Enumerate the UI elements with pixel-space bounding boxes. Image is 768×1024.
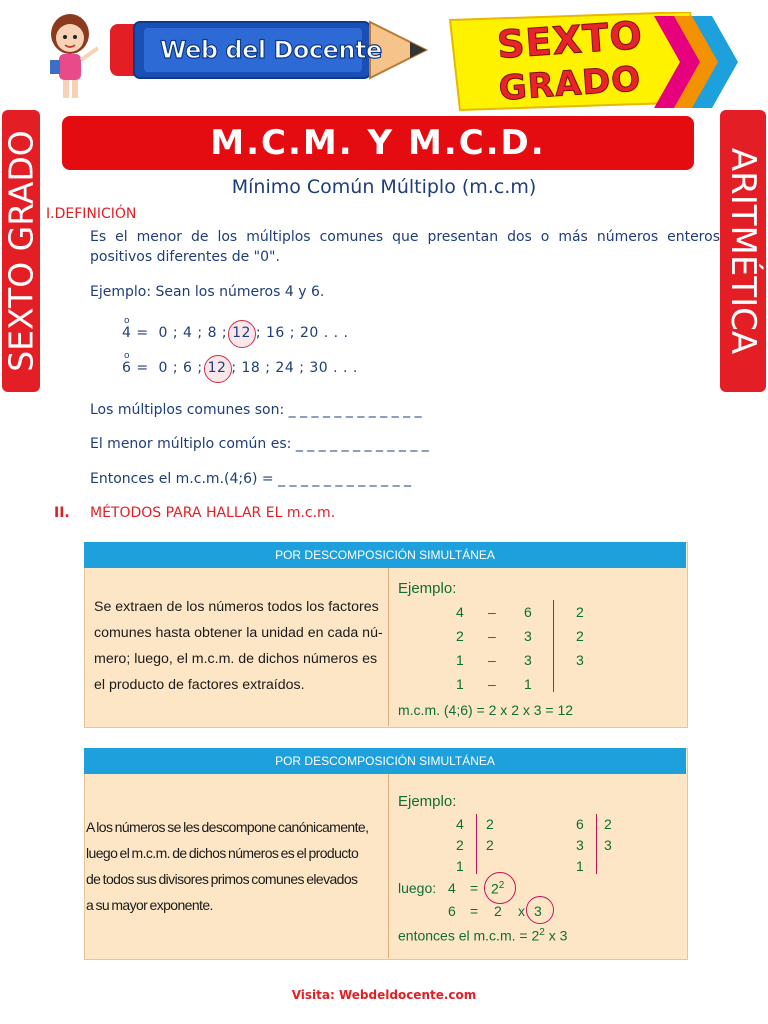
- method2-cell: 1: [456, 858, 464, 874]
- multiples-of-6-base: 6: [122, 360, 132, 376]
- multiples-of-4-eq: =: [136, 325, 149, 341]
- definition-text: Es el menor de los múltiplos comunes que presentan dos o más números enteros positivos diferentes de "0".: [90, 229, 720, 265]
- method2-cell: 2: [456, 837, 464, 853]
- method1-cell: 3: [524, 652, 532, 668]
- grade-banner-line2: GRADO: [497, 59, 643, 109]
- method2-text-line: luego el m.c.m. de dichos números es el producto: [86, 845, 359, 861]
- method2-luego-row: [398, 880, 558, 900]
- section-methods-heading: MÉTODOS PARA HALLAR EL m.c.m.: [90, 505, 336, 521]
- method1-cell: 1: [456, 652, 464, 668]
- method1-row: [456, 676, 596, 696]
- least-multiple-line: El menor múltiplo común es: _ _ _ _ _ _ _ _ _ _ _ _: [90, 436, 429, 452]
- method2-cell: 1: [576, 858, 584, 874]
- method2-text-line: A los números se les descompone canónicamente,: [86, 819, 369, 835]
- method2-header: POR DESCOMPOSICIÓN SIMULTÁNEA: [84, 748, 686, 774]
- method2-row6-a: 2: [494, 903, 502, 919]
- method2-result-base: 2: [531, 927, 540, 944]
- method2-cell: 2: [604, 816, 612, 832]
- logo-text: Web del Docente: [160, 36, 382, 64]
- page-title: M.C.M. Y M.C.D.: [62, 116, 694, 170]
- method1-cell: 4: [456, 604, 464, 620]
- method2-example-label: Ejemplo:: [398, 793, 457, 810]
- footer-visit-link[interactable]: Visita: Webdeldocente.com: [291, 988, 477, 1002]
- mcm-result-line: Entonces el m.c.m.(4;6) = _ _ _ _ _ _ _ _ _ _ _ _: [90, 471, 412, 487]
- method1-cell: –: [488, 628, 496, 644]
- method2-row6-x: x: [518, 903, 525, 919]
- method1-cell: 1: [524, 676, 532, 692]
- side-label-subject: [720, 110, 766, 392]
- method1-divider: [388, 568, 389, 726]
- method2-cell: 4: [456, 816, 464, 832]
- method1-text-line: comunes hasta obtener la unidad en cada nú-: [94, 625, 383, 641]
- method1-cell: 1: [456, 676, 464, 692]
- method2-row4-eq: =: [470, 880, 479, 896]
- method2-left-factor-line: [476, 814, 477, 874]
- method1-header: POR DESCOMPOSICIÓN SIMULTÁNEA: [84, 542, 686, 568]
- method2-left-row: [456, 837, 494, 853]
- method1-cell: –: [488, 604, 496, 620]
- section-definition-heading: I.DEFINICIÓN: [46, 206, 137, 222]
- method2-result-suffix: x 3: [544, 927, 568, 944]
- method2-left-row: [456, 816, 494, 832]
- multiples-of-6-eq: =: [136, 360, 149, 376]
- method2-row6-b: 3: [534, 903, 542, 919]
- page-subtitle: Mínimo Común Múltiplo (m.c.m): [231, 176, 537, 198]
- method1-row: [456, 604, 596, 624]
- method2-row4-base: 2: [491, 880, 499, 897]
- method1-cell: 2: [576, 604, 584, 620]
- example-text: Ejemplo: Sean los números 4 y 6.: [90, 284, 325, 300]
- method2-cell: 2: [486, 837, 494, 853]
- method2-row6-eq: =: [470, 903, 479, 919]
- method2-result-exp: 2: [539, 927, 545, 938]
- method2-row4-exp: 2: [498, 880, 505, 891]
- method1-cell: –: [488, 652, 496, 668]
- side-label-grade: [2, 110, 40, 392]
- method2-right-row: [576, 837, 612, 853]
- method1-cell: 3: [524, 628, 532, 644]
- multiples-of-4-base: 4: [122, 325, 132, 341]
- method1-row: [456, 652, 596, 672]
- method2-right-factor-line: [596, 814, 597, 874]
- method2-row4-n: 4: [448, 880, 456, 896]
- method2-luego-label: luego:: [398, 880, 437, 896]
- method2-row6-n: 6: [448, 903, 456, 919]
- method1-text-line: el producto de factores extraídos.: [94, 677, 305, 693]
- method2-cell: 3: [576, 837, 584, 853]
- method2-result-prefix: entonces el m.c.m. =: [398, 927, 532, 944]
- method2-right-row: [576, 816, 612, 832]
- method2-row6: [448, 903, 568, 923]
- method1-text-line: mero; luego, el m.c.m. de dichos números es: [94, 651, 378, 667]
- section-methods-number: II.: [54, 505, 70, 521]
- side-label-grade-text: SEXTO GRADO: [1, 130, 41, 372]
- method1-text: [94, 594, 383, 698]
- method2-cell: 6: [576, 816, 584, 832]
- method2-result: [398, 927, 567, 944]
- method2-cell: 2: [486, 816, 494, 832]
- method1-cell: 2: [456, 628, 464, 644]
- method2-text-line: a su mayor exponente.: [86, 897, 213, 913]
- multiples-of-6-values: 0 ; 6 ; 12 ; 18 ; 24 ; 30 . . .: [158, 360, 358, 376]
- common-multiples-line: Los múltiplos comunes son: _ _ _ _ _ _ _ _ _ _ _ _: [90, 402, 422, 418]
- teacher-mascot-icon: [40, 8, 106, 104]
- method2-text: [86, 814, 368, 918]
- multiples-of-4: o 4 = 0 ; 4 ; 8 ; 12 ; 16 ; 20 . . .: [122, 316, 349, 341]
- method2-text-line: de todos sus divisores primos comunes elevados: [86, 871, 358, 887]
- multiples-of-6: o 6 = 0 ; 6 ; 12 ; 18 ; 24 ; 30 . . .: [122, 351, 358, 376]
- method1-row: [456, 628, 596, 648]
- method1-cell: 3: [576, 652, 584, 668]
- grade-banner-line1: SEXTO: [495, 12, 645, 68]
- method1-cell: 2: [576, 628, 584, 644]
- side-label-subject-text: ARITMÉTICA: [723, 147, 763, 355]
- method1-cell: –: [488, 676, 496, 692]
- method1-example-label: Ejemplo:: [398, 580, 457, 597]
- method1-text-line: Se extraen de los números todos los factores: [94, 599, 379, 615]
- method1-cell: 6: [524, 604, 532, 620]
- method2-left-row: [456, 858, 464, 874]
- method2-divider: [388, 774, 389, 958]
- method2-right-row: [576, 858, 584, 874]
- multiples-of-4-values: 0 ; 4 ; 8 ; 12 ; 16 ; 20 . . .: [158, 325, 349, 341]
- method2-cell: 3: [604, 837, 612, 853]
- method1-result: m.c.m. (4;6) = 2 x 2 x 3 = 12: [398, 702, 574, 718]
